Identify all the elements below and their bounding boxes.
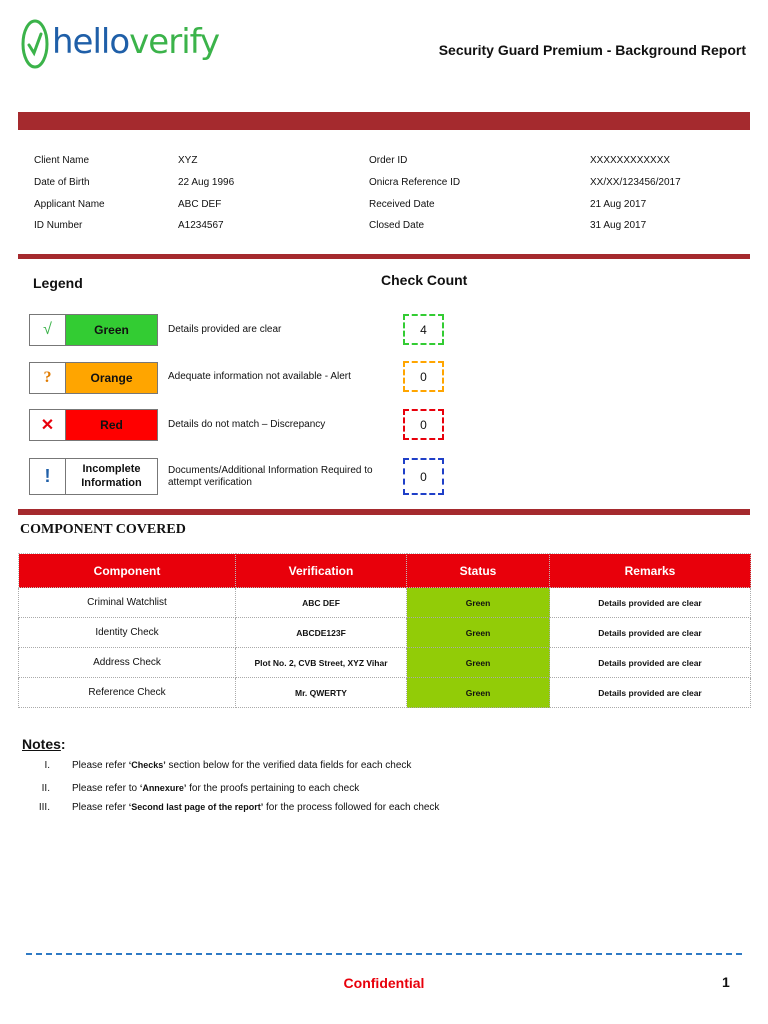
client-name-label: Client Name bbox=[34, 155, 90, 166]
component-covered-title: COMPONENT COVERED bbox=[20, 522, 186, 537]
legend-title: Legend bbox=[33, 275, 83, 291]
legend-orange-label: Orange bbox=[66, 363, 157, 393]
status-cell: Green bbox=[407, 618, 550, 648]
legend-orange-desc: Adequate information not available - Alert bbox=[168, 371, 351, 382]
note-text bbox=[72, 760, 411, 771]
order-id-label: Order ID bbox=[369, 155, 408, 166]
table-header-row bbox=[19, 554, 751, 588]
legend-divider bbox=[18, 509, 750, 515]
note-pre: Please refer to bbox=[72, 783, 140, 794]
legend-green-label: Green bbox=[66, 315, 157, 345]
note-bold: ‘Annexure’ bbox=[139, 783, 187, 793]
check-count-title: Check Count bbox=[381, 272, 468, 288]
notes-title: Notes: bbox=[22, 736, 66, 752]
received-date-label: Received Date bbox=[369, 199, 435, 210]
remarks-cell: Details provided are clear bbox=[550, 678, 751, 708]
notes-title-text: Notes bbox=[22, 736, 61, 752]
question-icon: ? bbox=[30, 363, 66, 393]
note-pre: Please refer bbox=[72, 802, 129, 813]
header-verification: Verification bbox=[236, 554, 407, 588]
note-bold: ‘Checks’ bbox=[128, 760, 166, 770]
table-row bbox=[19, 618, 751, 648]
reference-id-label: Onicra Reference ID bbox=[369, 177, 461, 188]
confidential-label: Confidential bbox=[343, 975, 425, 991]
header-divider bbox=[18, 112, 750, 130]
note-text bbox=[72, 783, 359, 794]
dob-value: 22 Aug 1996 bbox=[178, 177, 235, 188]
note-pre: Please refer bbox=[72, 760, 129, 771]
table-row bbox=[19, 648, 751, 678]
check-icon: √ bbox=[30, 315, 66, 345]
applicant-name-value: ABC DEF bbox=[178, 199, 222, 210]
note-bold: ‘Second last page of the report’ bbox=[128, 802, 264, 812]
orange-count: 0 bbox=[403, 361, 444, 392]
id-number-label: ID Number bbox=[34, 220, 83, 231]
dob-label: Date of Birth bbox=[34, 177, 90, 188]
closed-date-label: Closed Date bbox=[369, 220, 425, 231]
component-cell: Criminal Watchlist bbox=[19, 588, 236, 618]
id-number-value: A1234567 bbox=[178, 220, 224, 231]
red-count: 0 bbox=[403, 409, 444, 440]
legend-incomplete bbox=[29, 458, 158, 495]
component-cell: Address Check bbox=[19, 648, 236, 678]
logo-wordmark bbox=[52, 22, 219, 62]
component-cell: Identity Check bbox=[19, 618, 236, 648]
legend-green-desc: Details provided are clear bbox=[168, 324, 282, 335]
remarks-cell: Details provided are clear bbox=[550, 618, 751, 648]
header-component: Component bbox=[19, 554, 236, 588]
page-number: 1 bbox=[722, 974, 730, 990]
note-number: III. bbox=[38, 802, 50, 813]
legend-red-label: Red bbox=[66, 410, 157, 440]
table-row bbox=[19, 678, 751, 708]
check-circle-icon bbox=[20, 18, 52, 70]
note-number: I. bbox=[44, 760, 50, 771]
legend-incomplete-desc: Documents/Additional Information Required to attempt verification bbox=[168, 465, 373, 488]
remarks-cell: Details provided are clear bbox=[550, 648, 751, 678]
table-row bbox=[19, 588, 751, 618]
logo-hello: hello bbox=[52, 22, 130, 62]
report-title: Security Guard Premium - Background Report bbox=[438, 42, 746, 58]
note-post: for the proofs pertaining to each check bbox=[186, 783, 360, 794]
closed-date-value: 31 Aug 2017 bbox=[590, 220, 647, 231]
legend-orange bbox=[29, 362, 158, 394]
order-id-value: XXXXXXXXXXXX bbox=[590, 155, 671, 166]
note-text bbox=[72, 802, 439, 813]
note-post: for the process followed for each check bbox=[263, 802, 440, 813]
note-number: II. bbox=[41, 783, 50, 794]
status-cell: Green bbox=[407, 588, 550, 618]
info-divider bbox=[18, 254, 750, 259]
footer-divider bbox=[26, 953, 742, 955]
verification-cell: ABCDE123F bbox=[236, 618, 407, 648]
exclamation-icon: ! bbox=[30, 459, 66, 494]
reference-id-value: XX/XX/123456/2017 bbox=[590, 177, 681, 188]
header-status: Status bbox=[407, 554, 550, 588]
verification-cell: Plot No. 2, CVB Street, XYZ Vihar bbox=[236, 648, 407, 678]
green-count: 4 bbox=[403, 314, 444, 345]
component-cell: Reference Check bbox=[19, 678, 236, 708]
incomplete-count: 0 bbox=[403, 458, 444, 495]
client-name-value: XYZ bbox=[178, 155, 198, 166]
verification-cell: Mr. QWERTY bbox=[236, 678, 407, 708]
helloverify-logo bbox=[20, 16, 220, 74]
note-post: section below for the verified data fields for each check bbox=[165, 760, 412, 771]
verification-cell: ABC DEF bbox=[236, 588, 407, 618]
legend-red bbox=[29, 409, 158, 441]
legend-green bbox=[29, 314, 158, 346]
legend-red-desc: Details do not match – Discrepancy bbox=[168, 419, 326, 430]
applicant-name-label: Applicant Name bbox=[34, 199, 105, 210]
remarks-cell: Details provided are clear bbox=[550, 588, 751, 618]
cross-icon: ✕ bbox=[30, 410, 66, 440]
logo-verify: verify bbox=[129, 22, 220, 62]
received-date-value: 21 Aug 2017 bbox=[590, 199, 647, 210]
status-cell: Green bbox=[407, 678, 550, 708]
header-remarks: Remarks bbox=[550, 554, 751, 588]
legend-incomplete-label: Incomplete Information bbox=[66, 459, 157, 494]
status-cell: Green bbox=[407, 648, 550, 678]
component-table bbox=[18, 553, 751, 708]
